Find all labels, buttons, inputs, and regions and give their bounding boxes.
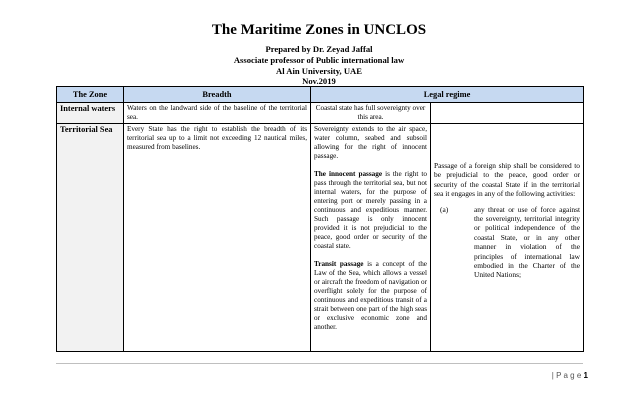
transit-passage-text: is a concept of the Law of the Sea, which allows a vessel or aircraft the freedom of navigation or overflight solely for the purpose of continuous and expeditious transit of a strait between one part of the high seas or exclusive economic zone and another. <box>314 260 427 331</box>
prejudicial-intro: Passage of a foreign ship shall be considered to be prejudicial to the peace, good order or security of the coastal State if in the territorial sea it engages in any of the following activities: <box>434 161 580 199</box>
list-item-text: any threat or use of force against the sovereignty, territorial integrity or political independence of the coastal State, or in any other manner in violation of the principles of international law embodied in the Charter of the United Nations; <box>474 204 580 280</box>
transit-passage-term: Transit passage <box>314 260 364 268</box>
breadth-cell: Every State has the right to establish the breadth of its territorial sea up to a limit not exceeding 12 nautical miles, measured from baselines. <box>124 124 311 352</box>
header-breadth: Breadth <box>124 87 311 103</box>
empty-cell <box>431 103 584 124</box>
innocent-passage-text: is the right to pass through the territorial sea, but not internal waters, for the purpose of entering port or merely passing in a continuous and expeditious manner. Such passage is only innocent provided it is not prejudicial to the peace, good order or security of the coastal state. <box>314 170 427 250</box>
table-row <box>57 103 584 124</box>
legal-paragraph <box>314 170 427 251</box>
list-item <box>434 205 580 280</box>
page-label: | P a g e <box>551 371 582 380</box>
page-number: 1 <box>583 371 588 380</box>
innocent-passage-term: The innocent passage <box>314 170 383 178</box>
prejudicial-passage-cell <box>431 124 584 352</box>
legal-paragraph <box>314 260 427 332</box>
legal-paragraph: Sovereignty extends to the air space, water column, seabed and subsoil allowing for the right of innocent passage. <box>314 125 427 160</box>
university: Al Ain University, UAE <box>276 66 362 76</box>
zone-cell: Territorial Sea <box>57 124 124 352</box>
legal-cell: Coastal state has full sovereignty over this area. <box>311 103 431 124</box>
list-item-label: (a) <box>440 204 449 214</box>
legal-cell <box>311 124 431 352</box>
zone-cell: Internal waters <box>57 103 124 124</box>
prepared-by: Prepared by Dr. Zeyad Jaffal <box>265 44 373 54</box>
table-row <box>57 124 584 352</box>
maritime-zones-table <box>56 86 584 352</box>
table-header-row <box>57 87 584 103</box>
footer-divider <box>56 363 583 364</box>
breadth-cell: Waters on the landward side of the baseline of the territorial sea. <box>124 103 311 124</box>
page-footer <box>552 371 588 380</box>
author-position: Associate professor of Public international law <box>233 55 405 65</box>
document-title: The Maritime Zones in UNCLOS <box>211 22 427 38</box>
header-legal-regime: Legal regime <box>311 87 584 103</box>
header-zone: The Zone <box>57 87 124 103</box>
document-date: Nov.2019 <box>302 76 336 86</box>
